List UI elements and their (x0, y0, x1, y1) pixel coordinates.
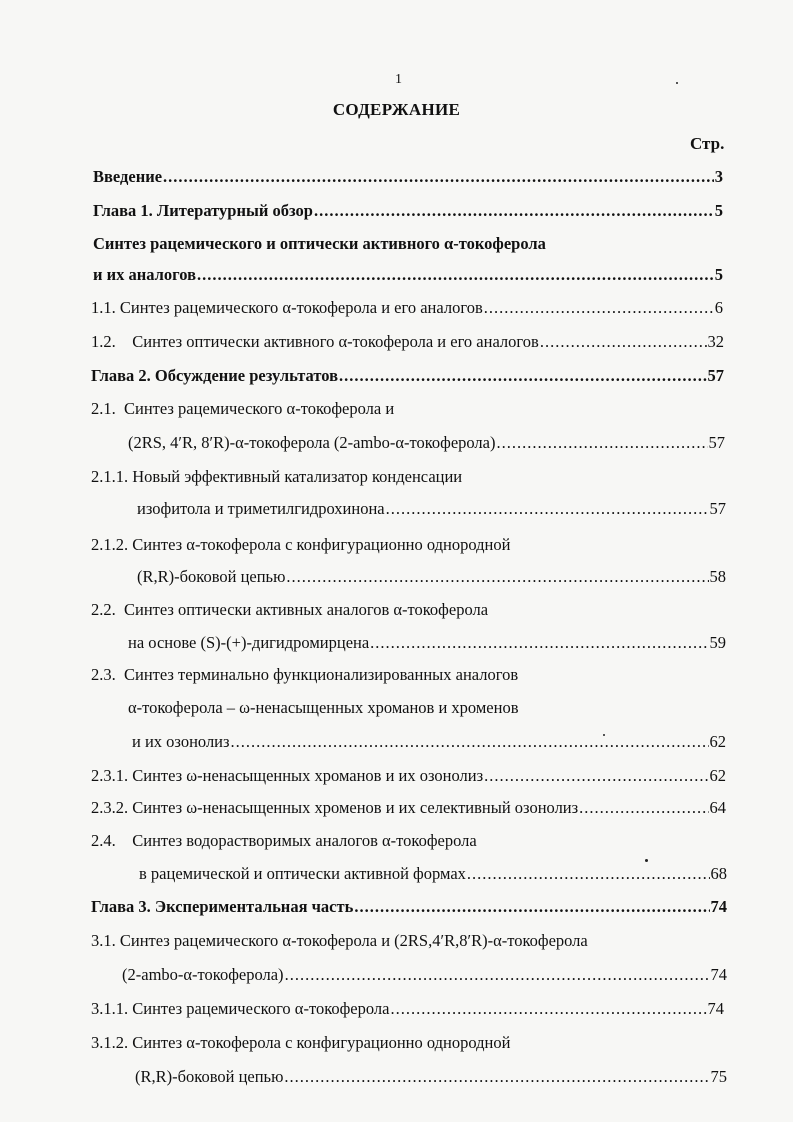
toc-entry-text: Синтез рацемического и оптически активного α-токоферола (93, 234, 546, 253)
toc-entry-page: 32 (707, 332, 724, 351)
toc-entry (122, 964, 727, 986)
toc-entry-page: 5 (714, 201, 723, 220)
toc-entry-text: 3.1. Синтез рацемического α-токоферола и (2RS,4′R,8′R)-α-токоферола (91, 931, 588, 950)
toc-entry (91, 365, 724, 387)
toc-entry-page: 75 (710, 1067, 727, 1086)
toc-entry (137, 566, 726, 588)
toc-entry-page: 57 (707, 366, 724, 385)
toc-entry-text: 3.1.2. Синтез α-токоферола с конфигурационно однородной (91, 1033, 511, 1052)
toc-entry (135, 1066, 727, 1088)
toc-entry (132, 731, 726, 753)
toc-entry (91, 765, 726, 787)
toc-entry (91, 331, 724, 353)
toc-entry-page: 58 (709, 567, 726, 586)
toc-entry-text: на основе (S)-(+)-дигидромирцена (128, 633, 370, 652)
toc-entry (93, 166, 723, 188)
toc-entry-text: 2.2. Синтез оптически активных аналогов α-токоферола (91, 600, 489, 619)
toc-entry (93, 264, 723, 286)
toc-entry (91, 830, 477, 852)
toc-entry-text: 3.1.1. Синтез рацемического α-токоферола (91, 999, 390, 1018)
toc-entry (91, 998, 724, 1020)
toc-entry-text: 1.2. Синтез оптически активного α-токоферола и его аналогов (91, 332, 539, 351)
toc-entry-text: (R,R)-боковой цепью (137, 567, 286, 586)
toc-entry-text: 2.1.2. Синтез α-токоферола с конфигурационно однородной (91, 535, 511, 554)
toc-entry-page: 68 (710, 864, 727, 883)
toc-entry-page: 57 (709, 499, 726, 518)
toc-entry-text: и их аналогов (93, 265, 197, 284)
toc-entry-text: Введение (93, 167, 163, 186)
toc-entry-text: Глава 2. Обсуждение результатов (91, 366, 338, 385)
toc-entry-text: 2.3. Синтез терминально функционализированных аналогов (91, 665, 519, 684)
toc-entry-text: Глава 1. Литературный обзор (93, 201, 313, 220)
toc-entry-text: (2RS, 4′R, 8′R)-α-токоферола (2-ambo-α-токоферола) (128, 433, 496, 452)
toc-entry (91, 664, 518, 686)
toc-entry (139, 863, 727, 885)
toc-entry-text: α-токоферола – ω-ненасыщенных хроманов и хроменов (128, 698, 519, 717)
toc-entry (91, 534, 510, 556)
page-column-label: Стр. (690, 134, 725, 153)
toc-entry (91, 466, 462, 488)
toc-entry (91, 797, 726, 819)
toc-entry-page: 5 (714, 265, 723, 284)
toc-entry-page: 6 (714, 298, 723, 317)
toc-entry-page: 74 (710, 965, 727, 984)
toc-entry-page: 74 (710, 897, 727, 916)
toc-entry-page: 3 (714, 167, 723, 186)
toc-entry-page: 62 (709, 732, 726, 751)
toc-entry (137, 498, 726, 520)
toc-entry (91, 398, 394, 420)
toc-entry (128, 432, 725, 454)
toc-entry-text: изофитола и триметилгидрохинона (137, 499, 385, 518)
toc-entry-text: в рацемической и оптически активной формах (139, 864, 466, 883)
toc-entry-text: 2.4. Синтез водорастворимых аналогов α-токоферола (91, 831, 477, 850)
toc-entry-page: 74 (707, 999, 724, 1018)
toc-entry-page: 59 (709, 633, 726, 652)
page-number: 1 (395, 72, 402, 87)
toc-entry (128, 632, 726, 654)
toc-entry (93, 233, 546, 255)
toc-entry (91, 297, 723, 319)
scan-speck (603, 734, 605, 736)
toc-entry (91, 896, 727, 918)
toc-entry (128, 697, 519, 719)
toc-entry-text: 2.3.2. Синтез ω-ненасыщенных хроменов и их селективный озонолиз (91, 798, 579, 817)
toc-entry (91, 599, 488, 621)
toc-entry (91, 930, 588, 952)
toc-entry-text: (2-ambo-α-токоферола) (122, 965, 284, 984)
toc-entry-text: 2.1. Синтез рацемического α-токоферола и (91, 399, 395, 418)
scan-speck (645, 859, 648, 862)
toc-entry-text: и их озонолиз (132, 732, 230, 751)
scan-speck (676, 82, 678, 84)
toc-entry-page: 64 (709, 798, 726, 817)
toc-entry-text: (R,R)-боковой цепью (135, 1067, 284, 1086)
toc-entry-page: 62 (709, 766, 726, 785)
toc-entry-text: 2.1.1. Новый эффективный катализатор конденсации (91, 467, 463, 486)
toc-entry (91, 1032, 510, 1054)
toc-entry-text: 1.1. Синтез рацемического α-токоферола и его аналогов (91, 298, 483, 317)
toc-entry (93, 200, 723, 222)
page-title: СОДЕРЖАНИЕ (332, 100, 461, 119)
toc-entry-text: 2.3.1. Синтез ω-ненасыщенных хроманов и их озонолиз (91, 766, 484, 785)
toc-entry-page: 57 (708, 433, 725, 452)
toc-entry-text: Глава 3. Экспериментальная часть (91, 897, 354, 916)
